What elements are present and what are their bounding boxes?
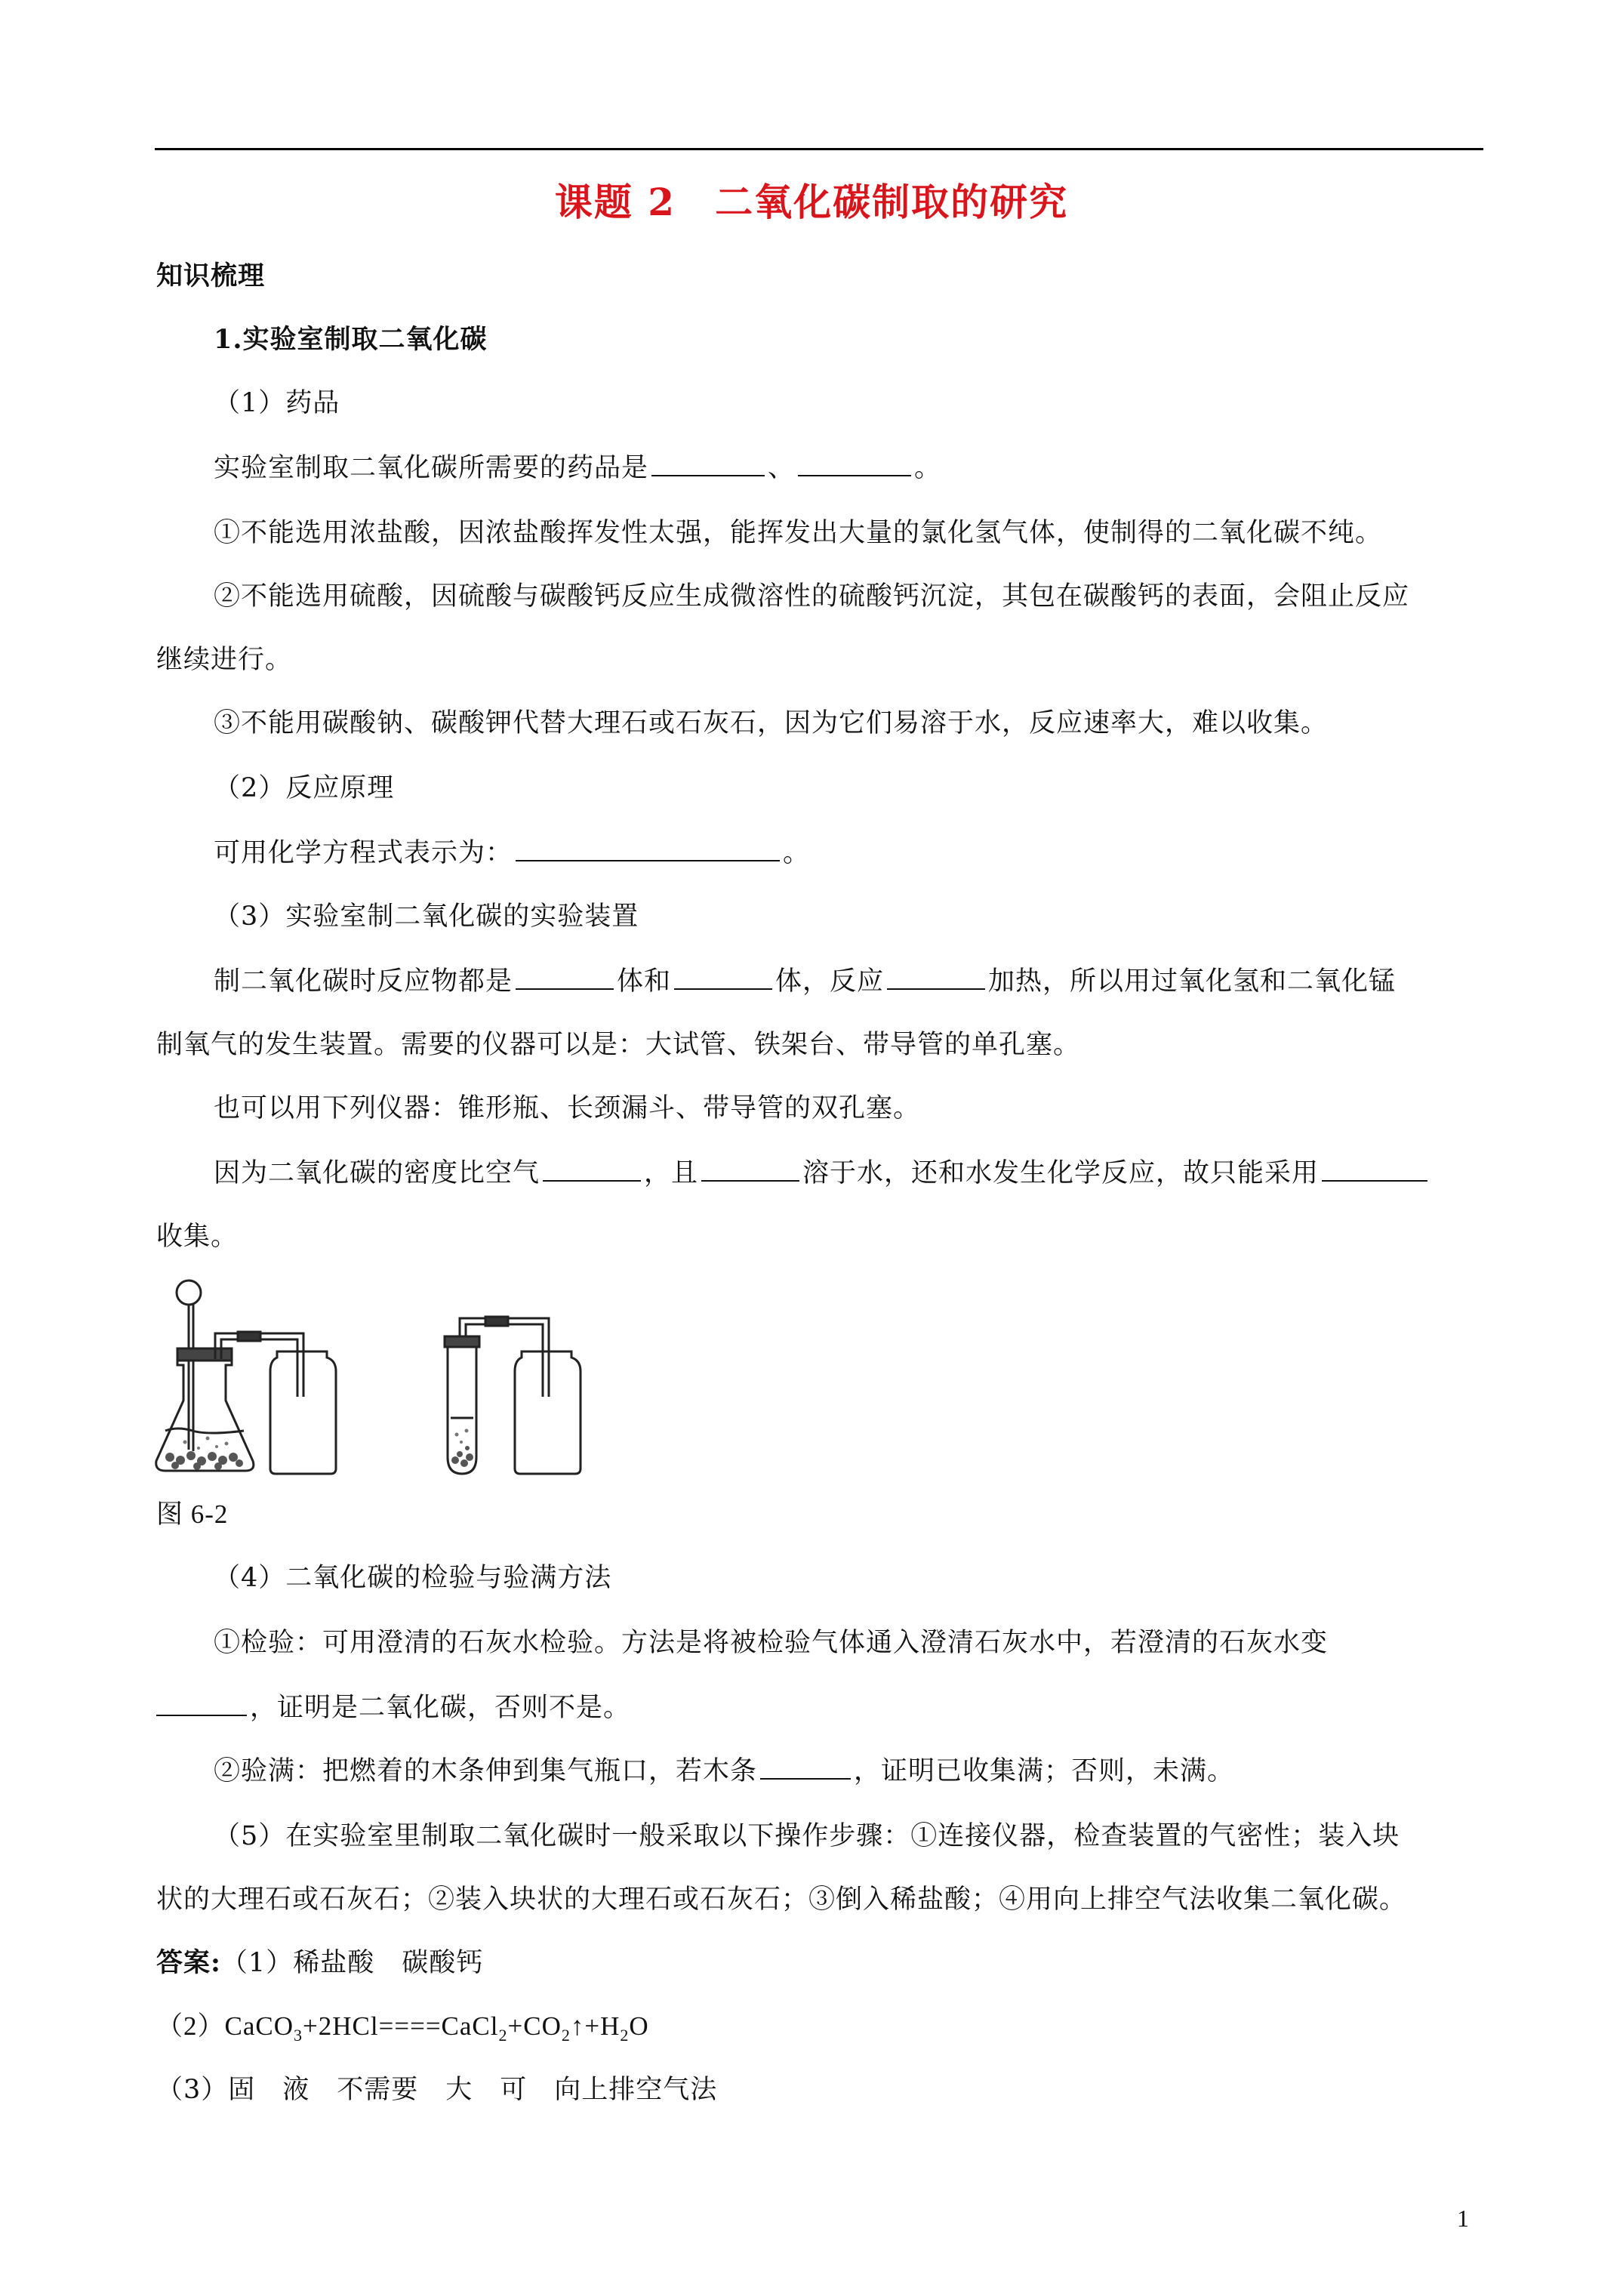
subheading-drugs: （1）药品	[214, 388, 340, 418]
heading-lab-preparation: 1.实验室制取二氧化碳	[214, 324, 488, 355]
note-3: ③不能用碳酸钠、碳酸钾代替大理石或石灰石，因为它们易溶于水，反应速率大，难以收集。	[214, 708, 1329, 738]
liquid-level	[165, 1428, 244, 1433]
equation-part: （2）CaCO	[156, 2011, 294, 2041]
subscript: 2	[498, 2026, 508, 2045]
subheading-test-methods: （4）二氧化碳的检验与验满方法	[214, 1563, 612, 1593]
period: 。	[783, 838, 811, 868]
note-1: ①不能选用浓盐酸，因浓盐酸挥发性太强，能挥发出大量的氯化氢气体，使制得的二氧化碳不纯。	[214, 518, 1383, 548]
subscript: 2	[620, 2026, 630, 2045]
answer-blank[interactable]	[798, 452, 911, 476]
answer-blank[interactable]	[543, 1157, 641, 1182]
paragraph-steps-1: （5）在实验室里制取二氧化碳时一般采取以下操作步骤：①连接仪器，检查装置的气密性；装入块	[214, 1821, 1400, 1851]
paragraph-apparatus-3: 也可以用下列仪器：锥形瓶、长颈漏斗、带导管的双孔塞。	[214, 1093, 921, 1123]
question-drugs	[214, 451, 941, 485]
paragraph-apparatus-2: 制氧气的发生装置。需要的仪器可以是：大试管、铁架台、带导管的单孔塞。	[156, 1030, 1081, 1060]
answer-blank[interactable]	[887, 966, 985, 990]
text-segment: ，证明是二氧化碳，否则不是。	[250, 1693, 631, 1723]
subheading-apparatus: （3）实验室制二氧化碳的实验装置	[214, 901, 639, 932]
rubber-connector-2	[485, 1317, 508, 1326]
funnel-bulb	[177, 1281, 201, 1305]
header-rule	[155, 148, 1483, 150]
apparatus-figure	[155, 1276, 623, 1480]
answer-blank[interactable]	[674, 966, 772, 990]
text-segment: 制二氧化碳时反应物都是	[214, 966, 513, 997]
answer-line-2	[156, 2010, 649, 2052]
figure-caption: 图 6-2	[156, 1499, 229, 1529]
subscript: 2	[561, 2026, 571, 2045]
paragraph-collection-1	[214, 1157, 1431, 1190]
equation-part: O	[629, 2011, 649, 2041]
subscript: 3	[294, 2026, 303, 2045]
period: 。	[914, 453, 942, 483]
answer-blank[interactable]	[156, 1692, 247, 1716]
answer-blank[interactable]	[516, 966, 614, 990]
answer-1: （1）稀盐酸 碳酸钙	[220, 1948, 484, 1978]
text-segment: ②验满：把燃着的木条伸到集气瓶口，若木条	[214, 1756, 758, 1786]
paragraph-test-2	[156, 1691, 630, 1724]
equation-part: +2HCl====CaCl	[303, 2011, 499, 2041]
text-segment: 溶于水，还和水发生化学反应，故只能采用	[802, 1158, 1320, 1188]
tube-gas-bubbles	[455, 1429, 469, 1444]
section-heading: 知识梳理	[156, 260, 266, 291]
paragraph-test-1: ①检验：可用澄清的石灰水检验。方法是将被检验气体通入澄清石灰水中，若澄清的石灰水变	[214, 1628, 1329, 1658]
text-segment: 加热，所以用过氧化氢和二氧化锰	[988, 966, 1397, 997]
text-segment: 因为二氧化碳的密度比空气	[214, 1158, 540, 1188]
text-segment: ，证明已收集满；否则，未满。	[854, 1756, 1235, 1786]
equation-part: ↑+H	[570, 2011, 621, 2041]
answer-blank[interactable]	[1322, 1157, 1427, 1182]
single-hole-stopper	[445, 1336, 479, 1347]
paragraph-full-check	[214, 1755, 1234, 1788]
question-equation-text: 可用化学方程式表示为：	[214, 838, 513, 868]
delivery-tube-2	[460, 1318, 549, 1397]
paragraph-steps-2: 状的大理石或石灰石；②装入块状的大理石或石灰石；③倒入稀盐酸；④用向上排空气法收集二氧化碳。	[156, 1885, 1407, 1915]
text-segment: ，且	[644, 1158, 699, 1188]
note-2-line-2: 继续进行。	[156, 645, 293, 675]
question-equation	[214, 837, 810, 870]
answer-line-1	[156, 1946, 483, 1980]
question-drugs-text: 实验室制取二氧化碳所需要的药品是	[214, 453, 649, 483]
answer-blank[interactable]	[651, 452, 765, 476]
answer-blank[interactable]	[760, 1755, 851, 1780]
paragraph-collection-2: 收集。	[156, 1222, 239, 1252]
answer-blank[interactable]	[516, 837, 780, 861]
note-2-line-1: ②不能选用硫酸，因硫酸与碳酸钙反应生成微溶性的硫酸钙沉淀，其包在碳酸钙的表面，会阻止反应	[214, 581, 1410, 612]
answer-blank[interactable]	[701, 1157, 799, 1182]
text-segment: 体，反应	[775, 966, 885, 997]
text-segment: 体和	[617, 966, 672, 997]
subheading-principle: （2）反应原理	[214, 773, 395, 803]
test-tube-setup	[445, 1317, 581, 1474]
tube-marble-chips	[451, 1446, 473, 1467]
equation-part: +CO	[507, 2011, 562, 2041]
double-hole-stopper	[177, 1348, 232, 1361]
rubber-connector	[238, 1332, 260, 1341]
answer-line-3: （3）固 液 不需要 大 可 向上排空气法	[156, 2075, 718, 2105]
marble-chips	[165, 1451, 243, 1470]
conical-flask-setup	[156, 1281, 336, 1474]
separator: 、	[768, 453, 796, 483]
page-number: 1	[1457, 2205, 1469, 2232]
page-title: 课题 2 二氧化碳制取的研究	[554, 180, 1069, 224]
paragraph-apparatus-1	[214, 965, 1396, 998]
answer-label: 答案:	[156, 1947, 221, 1978]
